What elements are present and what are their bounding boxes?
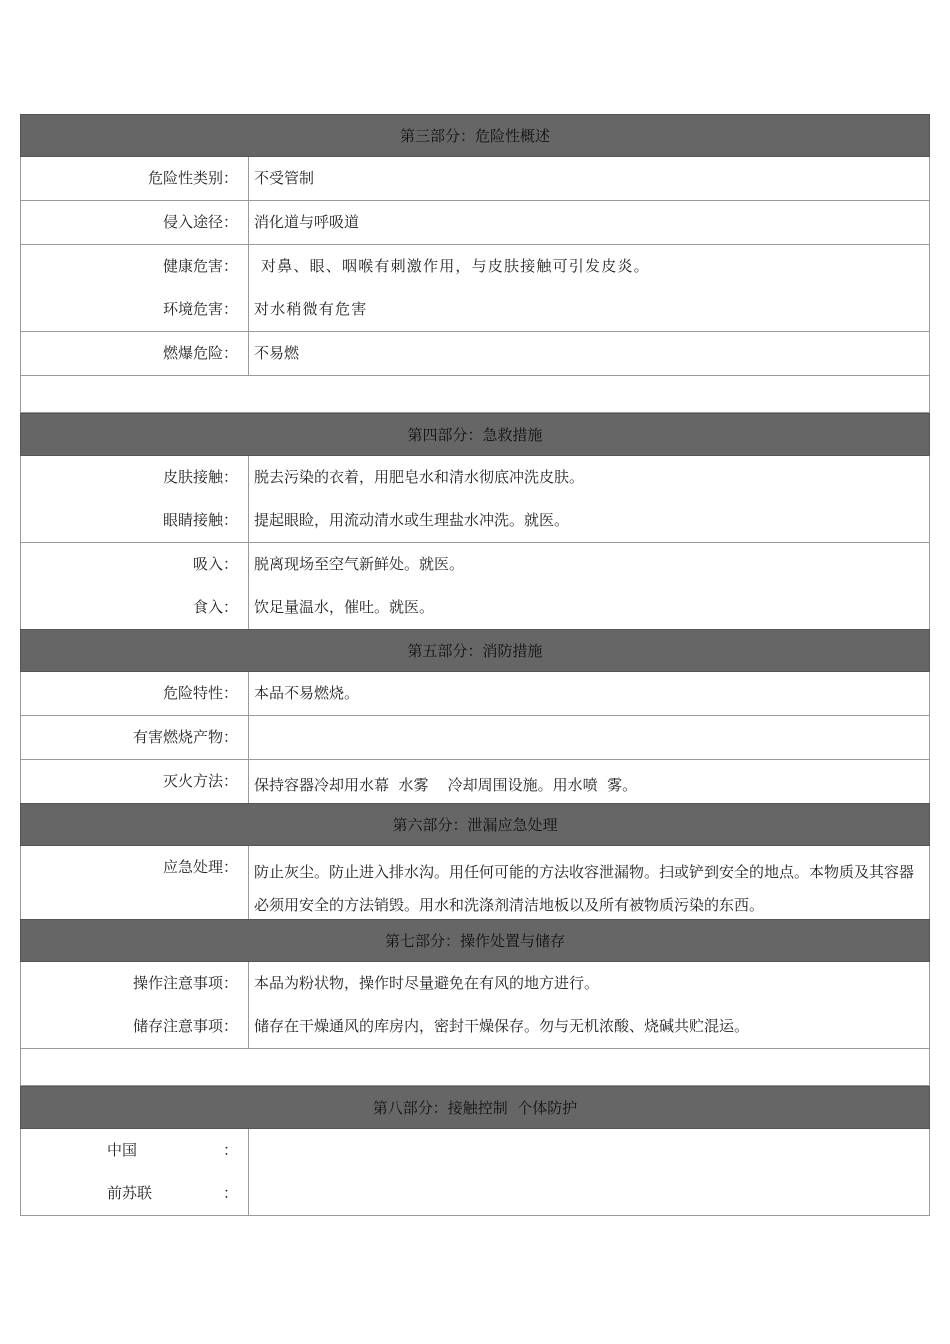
row-exposure-route	[20, 201, 930, 245]
section-8-header: 第八部分：接触控制 个体防护	[20, 1086, 930, 1129]
fire-value: 不易燃	[254, 344, 300, 362]
msds-sheet	[20, 114, 930, 1216]
inhale-label: 吸入：	[192, 555, 238, 573]
env-value: 对水稍微有危害	[254, 300, 368, 318]
section-4-header: 第四部分：急救措施	[20, 413, 930, 456]
storage-label: 储存注意事项：	[132, 1017, 238, 1035]
section-3-header: 第三部分：危险性概述	[20, 114, 930, 157]
row-exposure-limits	[20, 1129, 930, 1216]
route-value: 消化道与呼吸道	[254, 213, 360, 231]
storage-value: 储存在干燥通风的库房内，密封干燥保存。勿与无机浓酸、烧碱共贮混运。	[254, 1017, 750, 1035]
ussr-colon: ：	[222, 1184, 238, 1202]
combustion-label: 有害燃烧产物：	[132, 728, 238, 746]
env-label: 环境危害：	[162, 300, 238, 318]
row-hazard-property	[20, 672, 930, 716]
operate-value: 本品为粉状物，操作时尽量避免在有风的地方进行。	[254, 974, 600, 992]
health-label: 健康危害：	[162, 257, 238, 275]
hazard-class-label: 危险性类别：	[147, 169, 238, 187]
ussr-label: 前苏联	[107, 1184, 153, 1202]
skin-label: 皮肤接触：	[162, 468, 238, 486]
row-health-env	[20, 245, 930, 332]
method-label: 灭火方法：	[162, 772, 238, 790]
eye-value: 提起眼睑，用流动清水或生理盐水冲洗。就医。	[254, 511, 570, 529]
row-hazard-class	[20, 157, 930, 201]
spacer-row-2	[20, 1049, 930, 1086]
row-extinguish-method	[20, 760, 930, 803]
emergency-value: 防止灰尘。防止进入排水沟。用任何可能的方法收容泄漏物。扫或铲到安全的地点。本物质及其容器必须用安全的方法销毁。用水和洗涤剂清洁地板以及所有被物质污染的东西。	[254, 863, 915, 914]
row-inhale-ingest	[20, 543, 930, 629]
china-label: 中国	[107, 1141, 138, 1159]
operate-label: 操作注意事项：	[132, 974, 238, 992]
ussr-limit-label	[21, 1172, 248, 1215]
hazard-class-value: 不受管制	[254, 169, 315, 187]
section-5-header: 第五部分：消防措施	[20, 629, 930, 672]
spacer-row	[20, 376, 930, 413]
hazard-property-label: 危险特性：	[162, 684, 238, 702]
hazard-property-value: 本品不易燃烧。	[254, 684, 360, 702]
china-limit-label	[21, 1129, 248, 1172]
eye-label: 眼睛接触：	[162, 511, 238, 529]
emergency-label: 应急处理：	[162, 858, 238, 876]
row-skin-eye	[20, 456, 930, 543]
row-operate-storage	[20, 962, 930, 1049]
section-6-header: 第六部分：泄漏应急处理	[20, 803, 930, 846]
china-colon: ：	[222, 1141, 238, 1159]
ingest-value: 饮足量温水，催吐。就医。	[254, 598, 435, 616]
inhale-value: 脱离现场至空气新鲜处。就医。	[254, 555, 465, 573]
route-label: 侵入途径：	[162, 213, 238, 231]
row-combustion-products	[20, 716, 930, 760]
combustion-value	[249, 716, 929, 759]
exposure-limits-value	[249, 1129, 929, 1215]
fire-label: 燃爆危险：	[162, 344, 238, 362]
section-7-header: 第七部分：操作处置与储存	[20, 919, 930, 962]
skin-value: 脱去污染的衣着，用肥皂水和清水彻底冲洗皮肤。	[254, 468, 585, 486]
method-value: 保持容器冷却用水幕 水雾 冷却周围设施。用水喷 雾。	[254, 776, 638, 794]
row-emergency	[20, 846, 930, 919]
health-value: 对鼻、眼、咽喉有刺激作用，与皮肤接触可引发皮炎。	[261, 257, 650, 275]
row-fire-hazard	[20, 332, 930, 376]
ingest-label: 食入：	[192, 598, 238, 616]
